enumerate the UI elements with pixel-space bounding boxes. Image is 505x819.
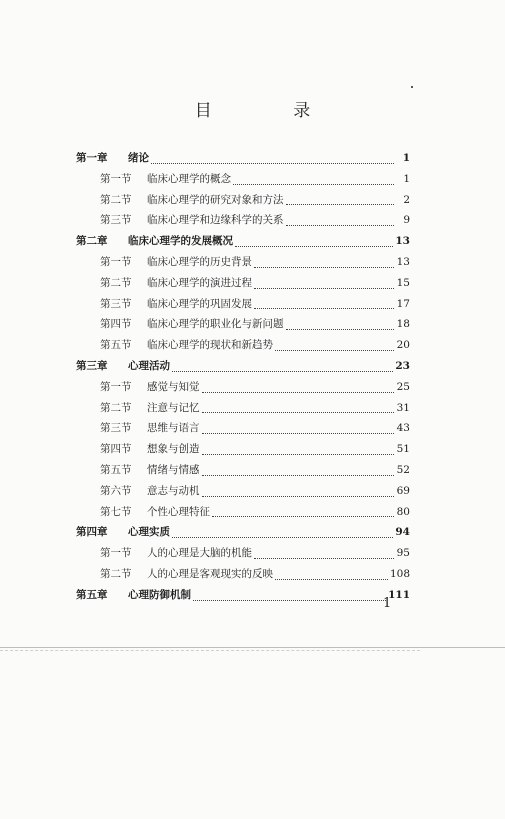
entry-title: 人的心理是客观现实的反映 bbox=[147, 567, 273, 580]
toc-entry[interactable] bbox=[76, 254, 410, 275]
dot-leader bbox=[172, 371, 393, 372]
entry-number: 第五章 bbox=[76, 588, 108, 601]
toc-entry[interactable] bbox=[76, 316, 410, 337]
entry-number: 第一章 bbox=[76, 152, 108, 164]
entry-number: 第三节 bbox=[100, 214, 132, 227]
entry-title: 临床心理学的研究对象和方法 bbox=[147, 193, 284, 206]
dot-leader bbox=[286, 225, 395, 226]
entry-number: 第七节 bbox=[100, 505, 132, 518]
entry-page: 111 bbox=[388, 588, 410, 601]
entry-title: 个性心理特征 bbox=[147, 505, 210, 518]
entry-number: 第三章 bbox=[76, 359, 108, 372]
entry-page: 52 bbox=[396, 463, 410, 476]
table-of-contents bbox=[76, 150, 410, 608]
entry-title: 临床心理学和边缘科学的关系 bbox=[147, 214, 284, 227]
dot-leader bbox=[275, 579, 388, 580]
entry-page: 31 bbox=[396, 401, 410, 414]
entry-title: 意志与动机 bbox=[147, 484, 200, 497]
entry-number: 第三节 bbox=[100, 297, 132, 310]
toc-entry[interactable] bbox=[76, 358, 410, 379]
dot-leader bbox=[235, 246, 393, 247]
dot-leader bbox=[254, 288, 394, 289]
toc-entry[interactable] bbox=[76, 504, 410, 525]
entry-page: 23 bbox=[395, 359, 410, 372]
dot-leader bbox=[254, 267, 394, 268]
entry-number: 第二章 bbox=[76, 235, 108, 248]
entry-number: 第一节 bbox=[100, 380, 132, 393]
dot-leader bbox=[202, 496, 395, 497]
entry-page: 2 bbox=[403, 193, 410, 206]
entry-page: 17 bbox=[396, 297, 410, 310]
entry-title: 想象与创造 bbox=[147, 443, 200, 456]
dot-leader bbox=[254, 308, 394, 309]
entry-page: 9 bbox=[403, 214, 410, 227]
scan-edge-line bbox=[0, 647, 505, 648]
dot-leader bbox=[172, 537, 393, 538]
entry-number: 第一节 bbox=[100, 547, 132, 560]
entry-number: 第五节 bbox=[100, 339, 132, 352]
dot-leader bbox=[275, 350, 394, 351]
toc-entry[interactable] bbox=[76, 483, 410, 504]
entry-page: 51 bbox=[396, 443, 410, 456]
dot-leader bbox=[151, 163, 394, 164]
toc-entry[interactable] bbox=[76, 441, 410, 462]
entry-title: 绪论 bbox=[128, 152, 149, 164]
dot-leader bbox=[286, 204, 395, 205]
toc-entry[interactable] bbox=[76, 524, 410, 545]
dot-leader bbox=[212, 516, 394, 517]
stray-mark bbox=[411, 86, 413, 88]
toc-entry[interactable] bbox=[76, 192, 410, 213]
entry-title: 思维与语言 bbox=[147, 422, 200, 435]
entry-number: 第四节 bbox=[100, 318, 132, 331]
entry-number: 第四章 bbox=[76, 526, 108, 539]
entry-number: 第六节 bbox=[100, 484, 132, 497]
toc-entry[interactable] bbox=[76, 379, 410, 400]
entry-page: 18 bbox=[396, 318, 410, 331]
entry-page: 69 bbox=[396, 484, 410, 497]
toc-heading: 目 录 bbox=[194, 101, 349, 121]
dot-leader bbox=[254, 558, 394, 559]
entry-number: 第二节 bbox=[100, 401, 132, 414]
entry-title: 人的心理是大脑的机能 bbox=[147, 547, 252, 560]
entry-title: 情绪与情感 bbox=[147, 463, 200, 476]
entry-page: 1 bbox=[403, 172, 410, 185]
dot-leader bbox=[286, 329, 395, 330]
entry-title: 心理活动 bbox=[128, 359, 170, 372]
entry-title: 临床心理学的发展概况 bbox=[128, 235, 233, 248]
dot-leader bbox=[202, 433, 395, 434]
entry-title: 临床心理学的巩固发展 bbox=[147, 297, 252, 310]
toc-entry[interactable] bbox=[76, 171, 410, 192]
toc-entry[interactable] bbox=[76, 545, 410, 566]
entry-page: 20 bbox=[396, 339, 410, 352]
toc-entry[interactable] bbox=[76, 212, 410, 233]
entry-title: 感觉与知觉 bbox=[147, 380, 200, 393]
entry-number: 第三节 bbox=[100, 422, 132, 435]
entry-number: 第二节 bbox=[100, 276, 132, 289]
entry-page: 15 bbox=[396, 276, 410, 289]
entry-title: 临床心理学的演进过程 bbox=[147, 276, 252, 289]
toc-entry[interactable] bbox=[76, 150, 410, 171]
toc-entry[interactable] bbox=[76, 462, 410, 483]
entry-number: 第五节 bbox=[100, 463, 132, 476]
entry-title: 心理实质 bbox=[128, 526, 170, 539]
entry-number: 第四节 bbox=[100, 443, 132, 456]
entry-title: 临床心理学的概念 bbox=[147, 172, 231, 185]
dot-leader bbox=[202, 454, 395, 455]
dot-leader bbox=[193, 600, 386, 601]
toc-entry[interactable] bbox=[76, 296, 410, 317]
toc-entry[interactable] bbox=[76, 275, 410, 296]
entry-page: 94 bbox=[395, 526, 410, 539]
entry-page: 43 bbox=[396, 422, 410, 435]
toc-entry[interactable] bbox=[76, 400, 410, 421]
scan-edge-line-faint bbox=[0, 650, 420, 651]
dot-leader bbox=[202, 475, 395, 476]
entry-page: 13 bbox=[395, 235, 410, 248]
entry-number: 第二节 bbox=[100, 193, 132, 206]
entry-page: 95 bbox=[396, 547, 410, 560]
dot-leader bbox=[233, 184, 394, 185]
entry-number: 第一节 bbox=[100, 172, 132, 185]
entry-title: 临床心理学的历史背景 bbox=[147, 255, 252, 268]
entry-page: 80 bbox=[396, 505, 410, 518]
entry-title: 心理防御机制 bbox=[128, 588, 191, 601]
entry-number: 第一节 bbox=[100, 255, 132, 268]
entry-page: 108 bbox=[389, 567, 410, 580]
entry-number: 第二节 bbox=[100, 567, 132, 580]
toc-entry[interactable] bbox=[76, 337, 410, 358]
entry-title: 临床心理学的职业化与新问题 bbox=[147, 318, 284, 331]
dot-leader bbox=[202, 412, 395, 413]
entry-page: 25 bbox=[396, 380, 410, 393]
toc-entry[interactable] bbox=[76, 587, 410, 608]
dot-leader bbox=[202, 392, 395, 393]
entry-title: 临床心理学的现状和新趋势 bbox=[147, 339, 273, 352]
toc-entry[interactable] bbox=[76, 420, 410, 441]
entry-page: 1 bbox=[402, 152, 410, 164]
toc-entry[interactable] bbox=[76, 233, 410, 254]
entry-title: 注意与记忆 bbox=[147, 401, 200, 414]
toc-entry[interactable] bbox=[76, 566, 410, 587]
entry-page: 13 bbox=[396, 255, 410, 268]
page-number: 1 bbox=[383, 596, 392, 611]
